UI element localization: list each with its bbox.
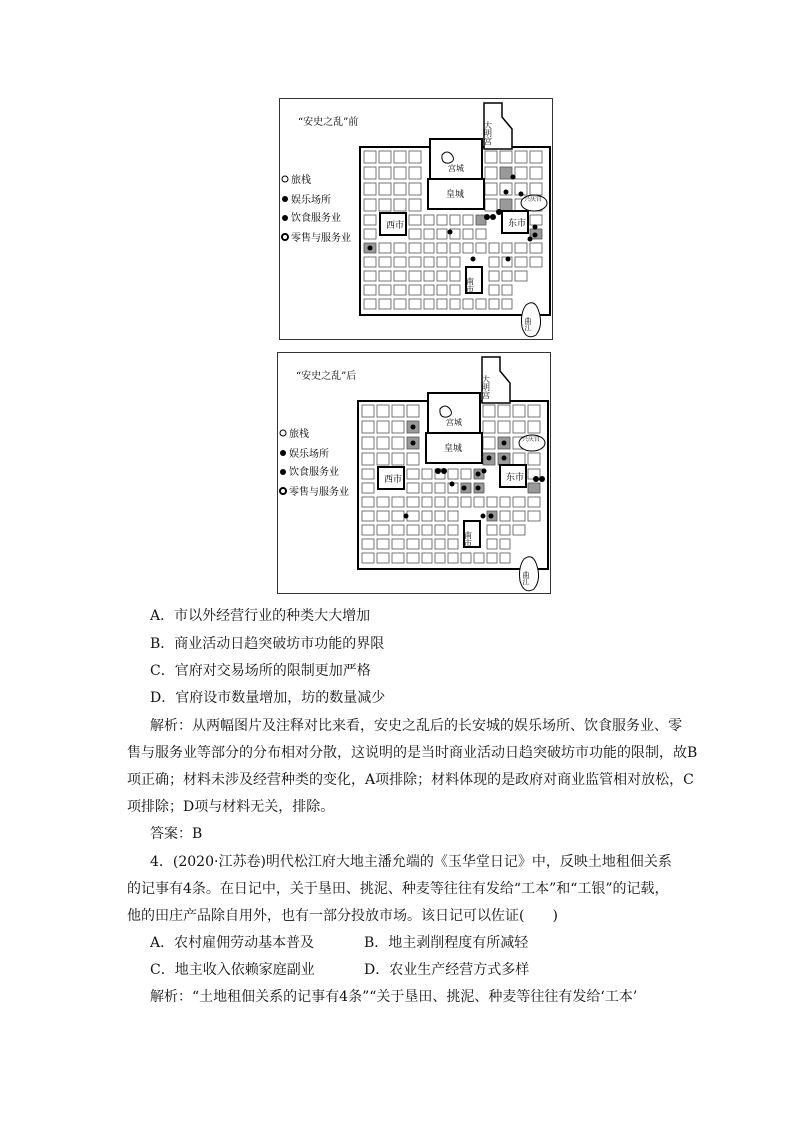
svg-text:大明宫: 大明宫 (481, 375, 491, 399)
changan-map-before (280, 99, 552, 339)
changan-map-after (278, 353, 550, 593)
legend-item: 饮食服务业 (291, 213, 341, 224)
option-q3: D．官府设市数量增加，坊的数量减少 (150, 690, 386, 706)
option-q4-c: C．地主收入依赖家庭副业 (150, 962, 315, 978)
legend (282, 173, 351, 244)
svg-text:宫城: 宫城 (448, 164, 464, 173)
svg-text:宫城: 宫城 (446, 418, 462, 427)
map-title: “安史之乱”前 (298, 117, 359, 128)
legend-item: 零售与服务业 (289, 487, 349, 498)
answer: 答案：B (150, 826, 203, 842)
entertainment-icon (282, 196, 288, 202)
svg-text:西市: 西市 (384, 475, 403, 485)
analysis-line: 售与服务业等部分的分布相对分散，这说明的是当时商业活动日趋突破坊市功能的限制，故B (127, 745, 698, 761)
svg-text:曲江: 曲江 (524, 317, 532, 331)
legend-item: 旅栈 (291, 175, 311, 186)
svg-text:皇城: 皇城 (446, 190, 465, 200)
retail-icon (280, 488, 286, 494)
svg-text:皇城: 皇城 (444, 444, 463, 454)
svg-text:西市: 西市 (386, 221, 405, 231)
map-after (277, 352, 551, 594)
legend (280, 427, 349, 498)
svg-text:曲江: 曲江 (522, 571, 530, 585)
palace-city (430, 139, 482, 179)
svg-text:兴庆宫: 兴庆宫 (522, 436, 541, 443)
legend-item: 零售与服务业 (291, 233, 351, 244)
option-q4-b: B．地主剥削程度有所减轻 (364, 935, 529, 951)
legend-item: 娱乐场所 (289, 449, 329, 460)
legend-item: 饮食服务业 (289, 467, 339, 478)
svg-text:东市: 东市 (506, 473, 525, 483)
retail-icon (282, 234, 288, 240)
inn-icon (282, 176, 288, 182)
food-service-icon (282, 215, 288, 221)
option-q3: A．市以外经营行业的种类大大增加 (150, 608, 371, 624)
map-title: “安史之乱”后 (296, 371, 357, 382)
analysis-line: 项正确；材料未涉及经营种类的变化，A项排除；材料体现的是政府对商业监管相对放松，C (127, 772, 694, 788)
svg-text:南市: 南市 (465, 277, 475, 293)
analysis-line: 解析：“土地租佃关系的记事有4条”“关于垦田、挑泥、种麦等往往有发给‘工本’ (150, 989, 638, 1005)
option-q4-a: A．农村雇佣劳动基本普及 (150, 935, 315, 951)
food-service-icon (280, 469, 286, 475)
legend-item: 娱乐场所 (291, 195, 331, 206)
palace-city (428, 393, 480, 433)
analysis-line: 解析：从两幅图片及注释对比来看，安史之乱后的长安城的娱乐场所、饮食服务业、零 (150, 718, 682, 734)
legend-item: 旅栈 (289, 429, 309, 440)
svg-text:南市: 南市 (463, 531, 473, 547)
svg-text:兴庆宫: 兴庆宫 (524, 196, 543, 203)
option-q3: C．官府对交易场所的限制更加严格 (150, 663, 371, 679)
option-q4-d: D．农业生产经营方式多样 (364, 962, 530, 978)
svg-text:大明宫: 大明宫 (483, 121, 493, 145)
question-line: 的记事有4条。在日记中，关于垦田、挑泥、种麦等往往有发给“工本”和“工银”的记载， (127, 881, 669, 897)
question-line: 4．(2020·江苏卷)明代松江府大地主潘允端的《玉华堂日记》中，反映土地租佃关系 (150, 854, 672, 870)
inn-icon (280, 430, 286, 436)
question-line: 他的田庄产品除自用外，也有一部分投放市场。该日记可以佐证( ) (127, 908, 558, 924)
svg-text:东市: 东市 (508, 219, 527, 229)
entertainment-icon (280, 450, 286, 456)
analysis-line: 项排除；D项与材料无关，排除。 (127, 799, 335, 815)
option-q3: B．商业活动日趋突破坊市功能的界限 (150, 636, 385, 652)
map-before (279, 98, 553, 340)
